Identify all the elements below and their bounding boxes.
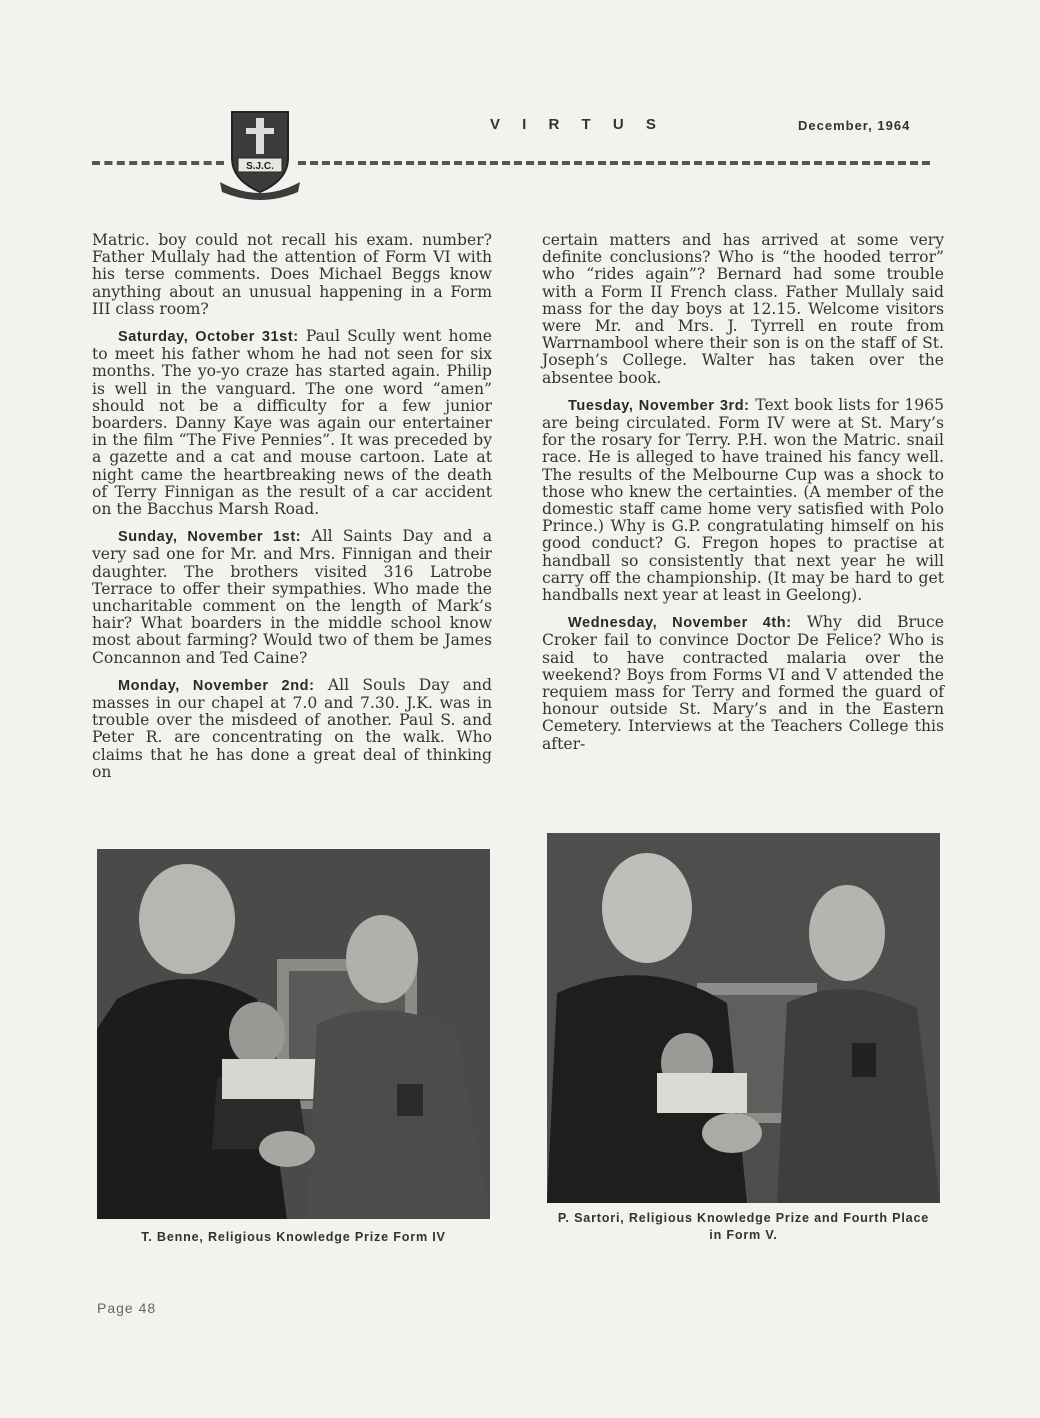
left-text-column <box>92 232 492 791</box>
paragraph-text: Matric. boy could not recall his exam. number? Father Mullaly had the attention of Form VI with his terse comments. Does Michael Beggs know anything about an unusual happening in a Form III class room? <box>92 231 492 318</box>
prize-photo-left <box>97 849 490 1219</box>
paragraph <box>92 328 492 518</box>
caption-text: in Form V. <box>709 1228 778 1242</box>
page-number: Page 48 <box>97 1300 157 1316</box>
header-rule-right <box>298 161 930 165</box>
issue-date: December, 1964 <box>798 118 911 133</box>
svg-text:S.J.C.: S.J.C. <box>246 161 274 172</box>
right-text-column <box>542 232 944 763</box>
paragraph-text: Paul Scully went home to meet his father whom he had not seen for six months. The yo-yo craze has started again. Philip is well in the vanguard. The one word “amen” should not be a difficulty for a few junior boarders. Danny Kaye was again our entertainer in the film “The Five Pennies”. It was preceded by a gazette and a cat and mouse cartoon. Late at night came the heartbreaking news of the death of Terry Finnigan as the result of a car accident on the Bacchus Marsh Road. <box>92 327 492 519</box>
paragraph-text: certain matters and has arrived at some very definite conclusions? Who is “the hooded terror” who “rides again”? Bernard had some trouble with a Form II French class. Father Mullaly said mass for the day boys at 12.15. Welcome visitors were Mr. and Mrs. J. Tyrrell en route from Warrnambool where their son is on the staff of St. Joseph’s College. Walter has taken over the absentee book. <box>542 231 944 387</box>
paragraph-text: Text book lists for 1965 are being circulated. Form IV were at St. Mary’s for the rosary for Terry. P.H. won the Matric. snail race. He is alleged to have trained his fancy well. The results of the Melbourne Cup was a shock to those who knew the certainties. (A member of the domestic staff came home very satisfied with Polo Prince.) Why is G.P. congratulating himself on his good conduct? G. Fregon hopes to practise at handball so consistently that next year he will carry off the championship. (It may be hard to get handballs next year at least in Geelong). <box>542 395 944 605</box>
paragraph <box>92 528 492 667</box>
caption-text: T. Benne, Religious Knowledge Prize Form IV <box>141 1230 446 1244</box>
paragraph-text: All Saints Day and a very sad one for Mr. and Mrs. Finnigan and their daughter. The brothers visited 316 Latrobe Terrace to offer their sympathies. Who made the uncharitable comment on the length of Mark’s hair? What boarders in the middle school know most about farming? Would two of them be James Concannon and Ted Caine? <box>92 527 493 667</box>
day-heading: Sunday, November 1st: <box>118 529 302 546</box>
paragraph <box>92 677 492 781</box>
paragraph <box>542 397 944 604</box>
prize-photo-right <box>547 833 940 1203</box>
photo-caption-left <box>97 1229 490 1246</box>
header-rule-left <box>92 161 224 165</box>
day-heading: Monday, November 2nd: <box>118 677 315 694</box>
day-heading: Wednesday, November 4th: <box>568 615 792 632</box>
paragraph-text: Why did Bruce Croker fail to convince Doctor De Felice? Who is said to have contracted malaria over the weekend? Boys from Forms VI and V attended the requiem mass for Terry and formed the guard of honour outside St. Mary’s and in the Eastern Cemetery. Interviews at the Teachers College this after- <box>542 613 945 753</box>
paragraph-text: All Souls Day and masses in our chapel at 7.0 and 7.30. J.K. was in trouble over the misdeed of another. Paul S. and Peter R. are concentrating on the walk. Who claims that he has done a great deal of thinking on <box>92 675 492 781</box>
paragraph <box>542 232 944 387</box>
photo-image <box>547 833 940 1203</box>
photo-caption-right <box>537 1210 950 1244</box>
day-heading: Tuesday, November 3rd: <box>568 397 750 414</box>
caption-text: P. Sartori, Religious Knowledge Prize and Fourth Place <box>557 1211 930 1225</box>
photo-image <box>97 849 490 1219</box>
paragraph <box>92 232 492 318</box>
day-heading: Saturday, October 31st: <box>118 329 299 346</box>
magazine-title: V I R T U S <box>490 116 665 133</box>
school-crest-icon <box>218 108 302 200</box>
paragraph <box>542 614 944 753</box>
